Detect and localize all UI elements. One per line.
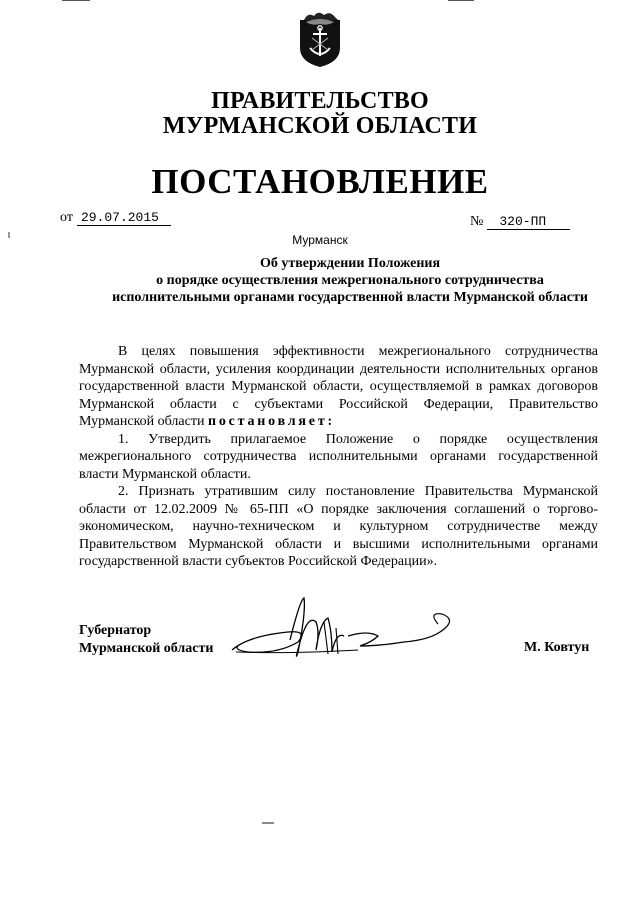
date-prefix: от [60, 210, 73, 225]
preamble-text: В целях повышения эффективности межрегионального сотрудничества Мурманской области, усиления координации деятельности исполнительных органов государственной власти Мурманской области, осуществляемой в рамках договоров Мурманской области с субъектами Российской Федерации, Правительство Мурманской области [79, 344, 598, 429]
number-prefix: № [470, 214, 484, 229]
signatory-name: М. Ковтун [524, 640, 590, 655]
handwritten-signature [228, 592, 468, 680]
coat-of-arms-emblem [298, 10, 342, 68]
decree-number [470, 214, 570, 230]
date-value: 29.07.2015 [77, 210, 171, 226]
preamble-paragraph [79, 343, 598, 431]
bottom-mark [262, 822, 274, 824]
signatory-position [79, 622, 213, 658]
subject-line1: Об утверждении Положения [259, 256, 441, 271]
subject-line3: исполнительными органами государственной власти Мурманской области [112, 290, 588, 305]
top-edge-mark [62, 0, 90, 1]
clause-2: 2. Признать утратившим силу постановление Правительства Мурманской области от 12.02.2009 № 65-ПП «О порядке заключения соглашений о торгово-экономическом, научно-техническом и культурном сотрудничестве между Правительством Мурманской области и высшими исполнительными органами государственной власти субъектов Российской Федерации». [79, 484, 598, 569]
org-name-line2: МУРМАНСКОЙ ОБЛАСТИ [162, 113, 478, 139]
org-name-line1: ПРАВИТЕЛЬСТВО [211, 88, 429, 114]
position-line2: Мурманской области [79, 641, 214, 656]
decree-keyword: постановляет: [207, 414, 335, 429]
city-name: Мурманск [292, 233, 348, 247]
decree-body [79, 343, 598, 571]
document-type-title: ПОСТАНОВЛЕНИЕ [151, 162, 489, 201]
decree-date [60, 210, 171, 226]
clause-1: 1. Утвердить прилагаемое Положение о порядке осуществления межрегионального сотрудничества исполнительными органами государственной власти Мурманской области. [79, 431, 598, 482]
top-edge-mark [448, 0, 474, 1]
number-value: 320-ПП [487, 214, 570, 230]
position-line1: Губернатор [79, 623, 152, 638]
subject-line2: о порядке осуществления межрегионального сотрудничества [156, 273, 544, 288]
